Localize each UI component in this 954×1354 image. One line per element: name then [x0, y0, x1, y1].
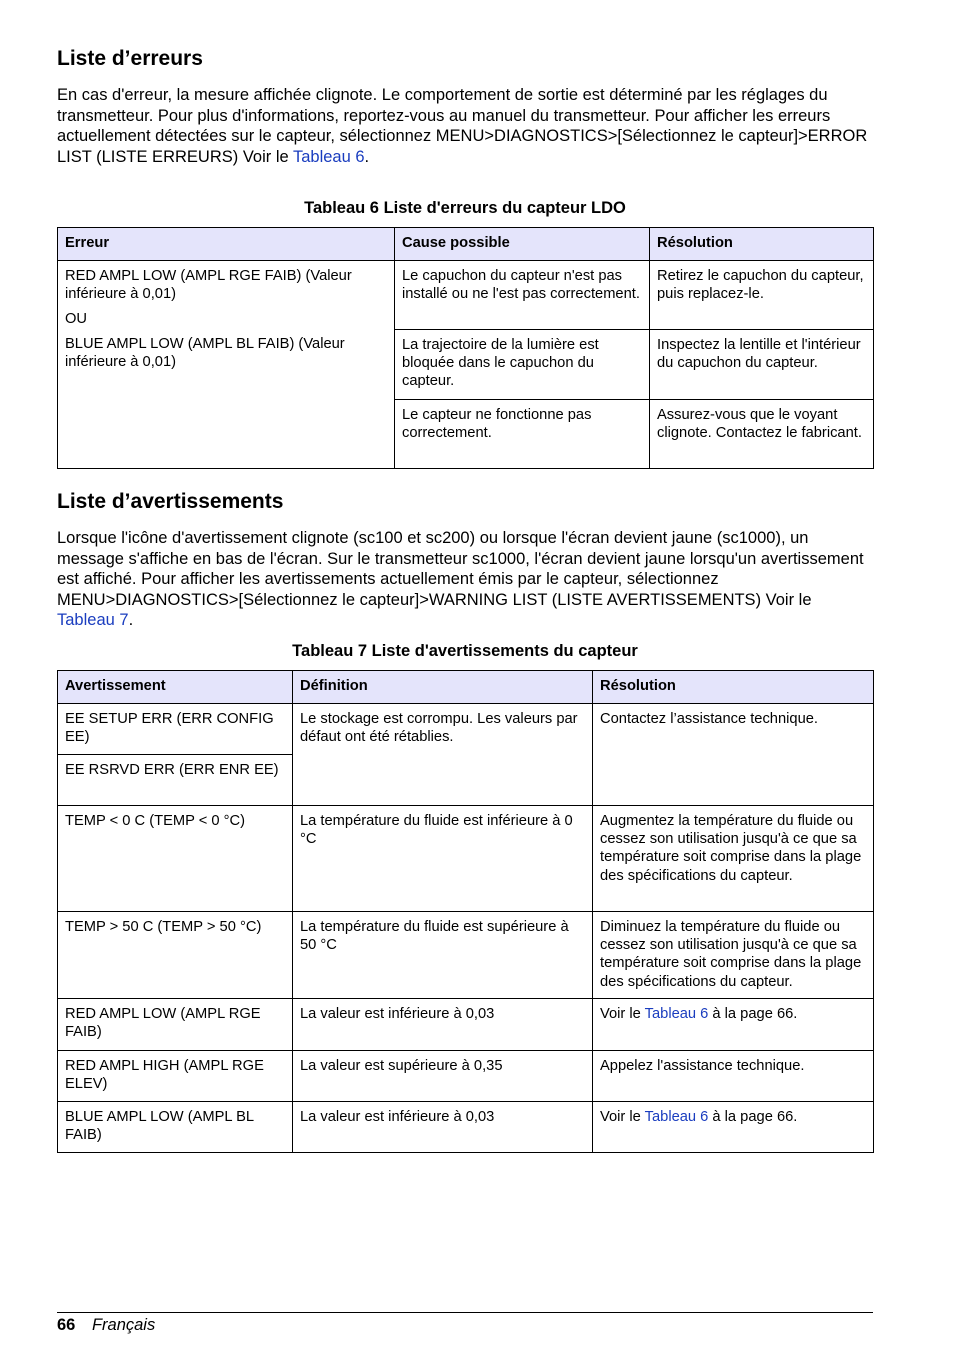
table7-warning-ee-setup: EE SETUP ERR (ERR CONFIG EE) [58, 704, 293, 755]
link-tableau-6-blue[interactable]: Tableau 6 [644, 1109, 709, 1125]
table7-warning-ee-rsrvd: EE RSRVD ERR (ERR ENR EE) [58, 755, 293, 806]
warnings-paragraph [57, 528, 873, 631]
res-pre: Voir le [600, 1109, 645, 1125]
table7-resolution-red-low [593, 999, 874, 1051]
table7-header-resolution: Résolution [593, 671, 874, 704]
table6-error-or: OU [65, 310, 88, 327]
page-number: 66 [57, 1316, 76, 1334]
table7-header-warning: Avertissement [58, 671, 293, 704]
table7-resolution-ee: Contactez l’assistance technique. [593, 704, 874, 806]
table6-error-red: RED AMPL LOW (AMPL RGE FAIB) (Valeur inférieure à 0,01) [65, 268, 352, 303]
table6-resolution-1: Retirez le capuchon du capteur, puis replacez-le. [650, 261, 874, 330]
section-title-errors: Liste d’erreurs [57, 47, 203, 70]
table6-error-blue: BLUE AMPL LOW (AMPL BL FAIB) (Valeur inférieure à 0,01) [65, 335, 345, 370]
table6-header-error: Erreur [58, 228, 395, 261]
table7-definition-red-low: La valeur est inférieure à 0,03 [293, 999, 593, 1051]
table6-header-cause: Cause possible [395, 228, 650, 261]
warnings-paragraph-end: . [128, 611, 134, 629]
page-footer [57, 1312, 873, 1335]
res-post: à la page 66. [708, 1006, 798, 1022]
errors-paragraph-text: En cas d'erreur, la mesure affichée clignote. Le comportement de sortie est déterminé par les réglages du transmetteur. Pour plus d'informations, reportez-vous au manuel du transmetteur. Pour afficher les erreurs actuellement détectées sur le capteur, sélectionnez MENU>DIAGNOSTICS>[Sélectionnez le capteur]>ERROR LIST (LISTE ERREURS) Voir le [57, 86, 868, 166]
table6-cause-3: Le capteur ne fonctionne pas correctement. [395, 400, 650, 469]
section-title-warnings: Liste d’avertissements [57, 490, 284, 513]
table7-caption: Tableau 7 Liste d'avertissements du capteur [292, 642, 638, 660]
link-tableau-6[interactable]: Tableau 6 [292, 147, 365, 166]
table6-cause-1: Le capuchon du capteur n'est pas installé ou ne l'est pas correctement. [395, 261, 650, 330]
table7-warning-temp-low: TEMP < 0 C (TEMP < 0 °C) [58, 806, 293, 912]
res-post: à la page 66. [708, 1109, 798, 1125]
footer-language: Français [91, 1316, 156, 1334]
table6-resolution-2: Inspectez la lentille et l'intérieur du capuchon du capteur. [650, 330, 874, 400]
table6-resolution-3: Assurez-vous que le voyant clignote. Contactez le fabricant. [650, 400, 874, 469]
table7-resolution-temp-low: Augmentez la température du fluide ou cessez son utilisation jusqu'à ce que sa température soit comprise dans la plage des spécifications du capteur. [593, 806, 874, 912]
table7-definition-ee: Le stockage est corrompu. Les valeurs par défaut ont été rétablies. [293, 704, 593, 806]
res-pre: Voir le [600, 1006, 645, 1022]
table6-cause-2: La trajectoire de la lumière est bloquée dans le capuchon du capteur. [395, 330, 650, 400]
table7-definition-blue-low: La valeur est inférieure à 0,03 [293, 1102, 593, 1153]
table6-error-cell [58, 261, 395, 469]
link-tableau-7[interactable]: Tableau 7 [57, 611, 129, 629]
table6-header-resolution: Résolution [650, 228, 874, 261]
table7-warning-blue-low: BLUE AMPL LOW (AMPL BL FAIB) [58, 1102, 293, 1153]
table6-errors [57, 227, 874, 469]
table7-warning-red-low: RED AMPL LOW (AMPL RGE FAIB) [58, 999, 293, 1051]
table7-resolution-temp-high: Diminuez la température du fluide ou cessez son utilisation jusqu'à ce que sa température soit comprise dans la plage des spécifications du capteur. [593, 912, 874, 999]
table7-warning-temp-high: TEMP > 50 C (TEMP > 50 °C) [58, 912, 293, 999]
table7-warning-red-high: RED AMPL HIGH (AMPL RGE ELEV) [58, 1051, 293, 1102]
table7-definition-temp-high: La température du fluide est supérieure à 50 °C [293, 912, 593, 999]
errors-paragraph [57, 85, 873, 167]
warnings-paragraph-text: Lorsque l'icône d'avertissement clignote (sc100 et sc200) ou lorsque l'écran devient jaune (sc1000), un message s'affiche en bas de l'écran. Sur le transmetteur sc1000, l'écran devient jaune lorsqu'un avertissement est affiché. Pour afficher les avertissements actuellement émis par le capteur, sélectionnez MENU>DIAGNOSTICS>[Sélectionnez le capteur]>WARNING LIST (LISTE AVERTISSEMENTS) Voir le [57, 529, 864, 609]
errors-paragraph-end: . [364, 147, 370, 166]
table7-warnings [57, 670, 874, 1153]
table7-definition-temp-low: La température du fluide est inférieure à 0 °C [293, 806, 593, 912]
link-tableau-6-red[interactable]: Tableau 6 [644, 1006, 709, 1022]
table7-resolution-blue-low [593, 1102, 874, 1153]
table7-definition-red-high: La valeur est supérieure à 0,35 [293, 1051, 593, 1102]
table7-header-definition: Définition [293, 671, 593, 704]
table7-resolution-red-high: Appelez l'assistance technique. [593, 1051, 874, 1102]
table6-caption: Tableau 6 Liste d'erreurs du capteur LDO [304, 199, 626, 217]
